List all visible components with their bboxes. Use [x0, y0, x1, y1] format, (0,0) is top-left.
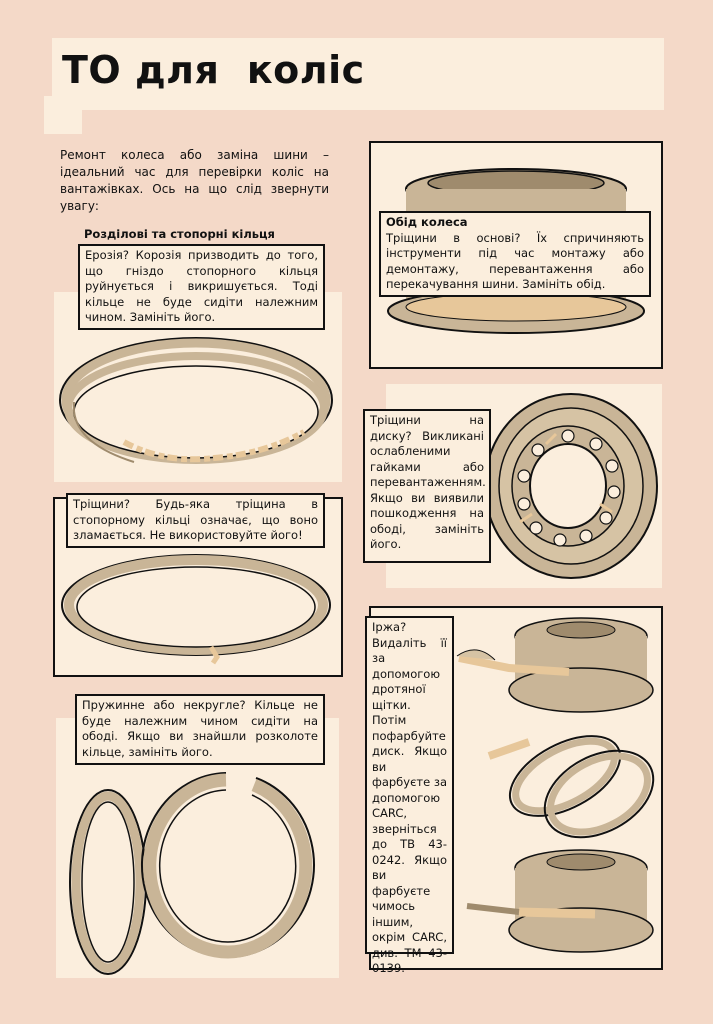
- rust-text: Іржа? Видаліть її за допомогою дротяної щітки. Потім пофарбуйте диск. Якщо ви фарбуєте за допомогою CARC, зверніться до ТВ 43-0242. Якщо ви фарбуєте чимось іншим, окрім CARC, див. ТМ 43-0139.: [372, 620, 447, 975]
- disc-caption: [363, 409, 491, 563]
- rim-caption: [379, 211, 651, 297]
- split-rings-heading: Розділові та стопорні кільця: [84, 227, 275, 241]
- title-decoration: [44, 96, 82, 134]
- page-title: ТО для коліс: [62, 48, 365, 92]
- rust-caption: [365, 616, 454, 975]
- erosion-caption: [78, 244, 325, 330]
- erosion-text: Ерозія? Корозія призводить до того, що гніздо стопорного кільця руйнується і викришується. Тоді кільце не буде сидіти належним чином. Замініть його.: [85, 248, 318, 324]
- rim-heading: Обід колеса: [386, 215, 468, 229]
- cracks-text: Тріщини? Будь-яка тріщина в стопорному кільці означає, що воно зламається. Не використовуйте його!: [73, 497, 318, 542]
- rim-text: Тріщини в основі? Їх спричиняють інструменти під час монтажу або демонтажу, перевантаження або перекачування шини. Замініть обід.: [386, 230, 644, 291]
- cracks-caption: [66, 493, 325, 548]
- intro-text: Ремонт колеса або заміна шини – ідеальний час для перевірки коліс на вантажівках. Ось на що слід звернути увагу:: [60, 148, 329, 213]
- disc-text: Тріщини на диску? Викликані ослабленими гайками або перевантаженням. Якщо ви виявили пошкодження на ободі, замініть його.: [370, 413, 486, 551]
- sprung-caption: [75, 694, 325, 765]
- sprung-text: Пружинне або некругле? Кільце не буде належним чином сидіти на ободі. Якщо ви знайшли розколоте кільце, замініть його.: [82, 698, 318, 759]
